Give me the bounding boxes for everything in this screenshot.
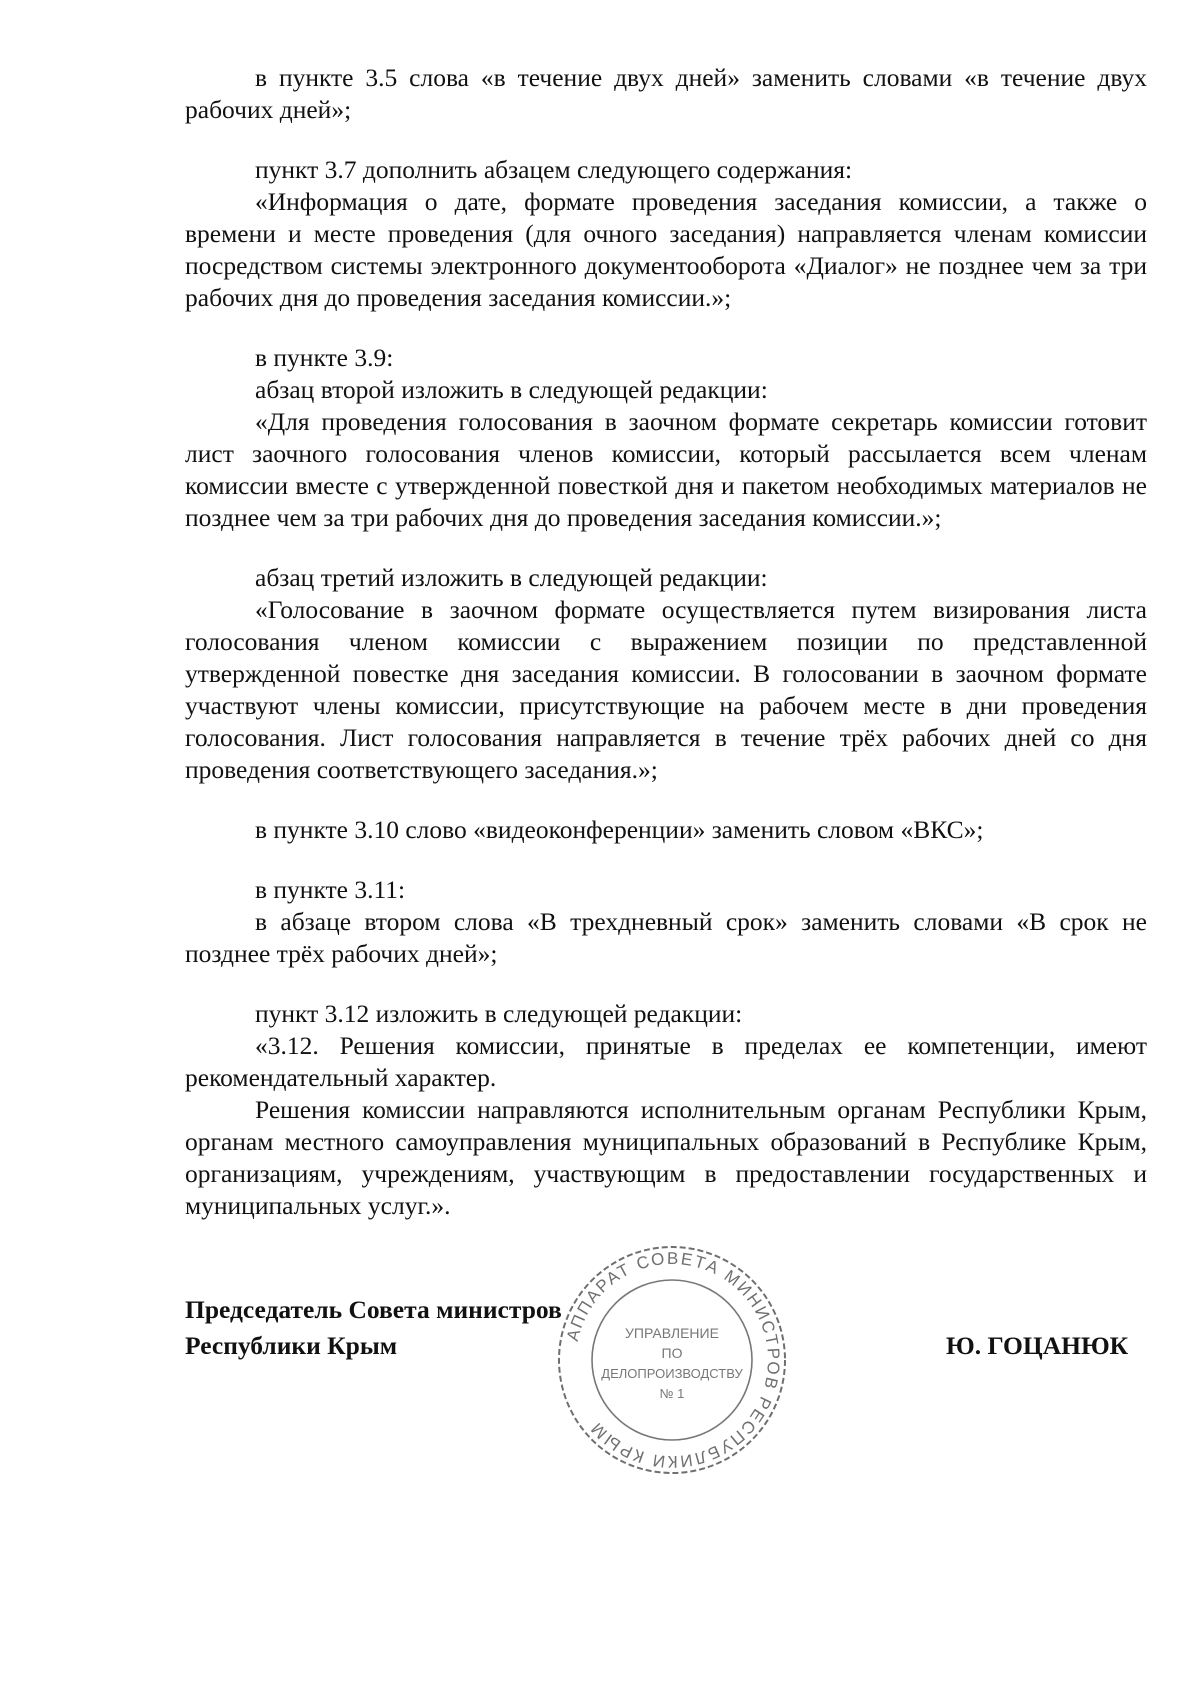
- signature-block: [185, 1292, 562, 1364]
- paragraph-item-3-9-second-intro: абзац второй изложить в следующей редакции:: [255, 375, 768, 404]
- paragraph-item-3-9-intro: в пункте 3.9:: [255, 343, 394, 372]
- paragraph-item-3-12-second: Решения комиссии направляются исполнительным органам Республики Крым, органам местного самоуправления муниципальных образований в Республике Крым, организациям, учреждениям, участвующим в предоставлении государственных и муниципальных услуг.».: [185, 1095, 1147, 1220]
- stamp-line-2: ПО: [661, 1345, 683, 1361]
- paragraph-item-3-5: в пункте 3.5 слова «в течение двух дней» заменить словами «в течение двух рабочих дней»;: [185, 63, 1147, 124]
- stamp-line-1: УПРАВЛЕНИЕ: [625, 1325, 719, 1341]
- document-body: [185, 62, 1147, 1222]
- paragraph-item-3-9-second-text: «Для проведения голосования в заочном формате секретарь комиссии готовит лист заочного голосования членов комиссии, который рассылается всем членам комиссии вместе с утвержденной повесткой дня и пакетом необходимых материалов не позднее чем за три рабочих дня до проведения заседания комиссии.»;: [185, 407, 1147, 532]
- paragraph-item-3-11-intro: в пункте 3.11:: [255, 875, 406, 904]
- paragraph-item-3-9-third-text: «Голосование в заочном формате осуществляется путем визирования листа голосования членом комиссии с выражением позиции по представленной утвержденной повестке дня заседания комиссии. В голосовании в заочном формате участвуют члены комиссии, присутствующие на рабочем месте в дни проведения голосования. Лист голосования направляется в течение трёх рабочих дней со дня проведения соответствующего заседания.»;: [185, 595, 1147, 784]
- signer-position-line2: Республики Крым: [185, 1331, 398, 1360]
- stamp-line-4: № 1: [659, 1386, 685, 1401]
- paragraph-item-3-11-text: в абзаце втором слова «В трехдневный срок» заменить словами «В срок не позднее трёх рабочих дней»;: [185, 907, 1147, 968]
- signer-position-line1: Председатель Совета министров: [185, 1295, 562, 1324]
- paragraph-item-3-7-text: «Информация о дате, формате проведения заседания комиссии, а также о времени и месте проведения (для очного заседания) направляется членам комиссии посредством системы электронного документооборота «Диалог» не позднее чем за три рабочих дня до проведения заседания комиссии.»;: [185, 187, 1147, 312]
- paragraph-item-3-10: в пункте 3.10 слово «видеоконференции» заменить словом «ВКС»;: [255, 815, 984, 844]
- paragraph-item-3-7-intro: пункт 3.7 дополнить абзацем следующего содержания:: [255, 155, 853, 184]
- stamp-line-3: ДЕЛОПРОИЗВОДСТВУ: [601, 1366, 743, 1381]
- paragraph-item-3-12-intro: пункт 3.12 изложить в следующей редакции:: [255, 999, 743, 1028]
- stamp-outer-text: АППАРАТ СОВЕТА МИНИСТРОВ РЕСПУБЛИКИ КРЫМ: [562, 1248, 784, 1472]
- paragraph-item-3-12-text: «3.12. Решения комиссии, принятые в пределах ее компетенции, имеют рекомендательный характер.: [185, 1031, 1147, 1092]
- paragraph-item-3-9-third-intro: абзац третий изложить в следующей редакции:: [255, 563, 768, 592]
- official-stamp: [554, 1242, 790, 1478]
- signer-name: Ю. ГОЦАНЮК: [946, 1331, 1129, 1360]
